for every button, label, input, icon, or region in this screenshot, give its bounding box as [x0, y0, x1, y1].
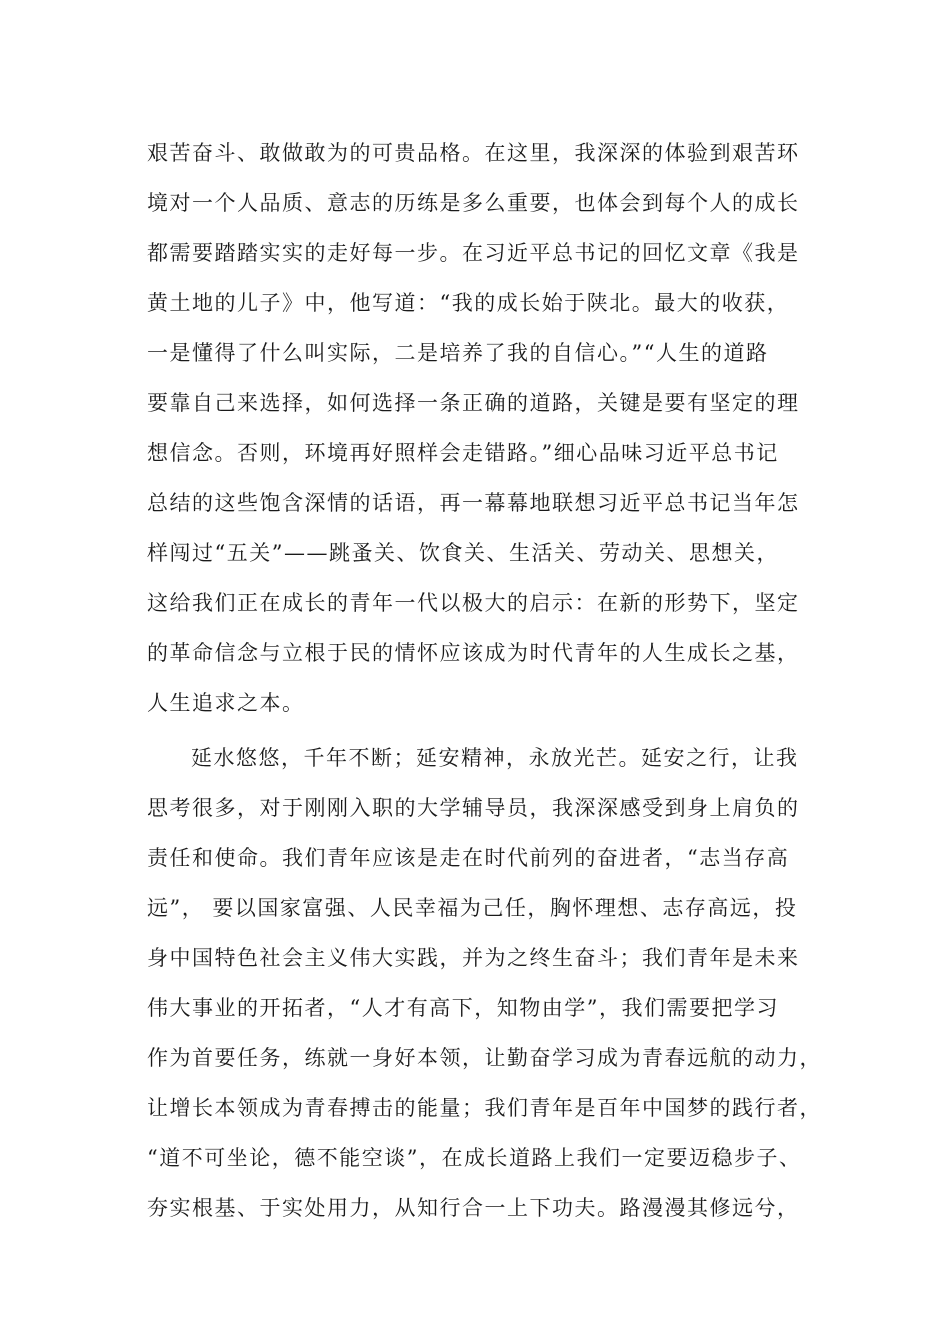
paragraph-1-line-2: 境对一个人品质、意志的历练是多么重要，也体会到每个人的成长 — [147, 191, 800, 215]
document-body — [147, 128, 827, 1233]
paragraph-1-line-12: 人生追求之本。 — [147, 691, 305, 715]
paragraph-1-line-6: 要靠自己来选择，如何选择一条正确的道路，关键是要有坚定的理 — [147, 391, 800, 415]
paragraph-1-line-9: 样闯过“五关”——跳蚤关、饮食关、生活关、劳动关、思想关， — [147, 541, 779, 565]
paragraph-2-line-1: 延水悠悠，千年不断；延安精神，永放光芒。延安之行，让我 — [191, 746, 799, 770]
paragraph-2-line-8: 让增长本领成为青春搏击的能量；我们青年是百年中国梦的践行者， — [147, 1096, 822, 1120]
paragraph-2-line-10: 夯实根基、于实处用力，从知行合一上下功夫。路漫漫其修远兮， — [147, 1196, 800, 1220]
paragraph-2-line-5: 身中国特色社会主义伟大实践，并为之终生奋斗；我们青年是未来 — [147, 946, 800, 970]
paragraph-1-line-3: 都需要踏踏实实的走好每一步。在习近平总书记的回忆文章《我是 — [147, 241, 800, 265]
paragraph-2-line-6: 伟大事业的开拓者，“人才有高下，知物由学”，我们需要把学习 — [147, 996, 779, 1020]
paragraph-2-line-7: 作为首要任务，练就一身好本领，让勤奋学习成为青春远航的动力， — [147, 1046, 822, 1070]
paragraph-1-line-8: 总结的这些饱含深情的话语，再一幕幕地联想习近平总书记当年怎 — [147, 491, 800, 515]
paragraph-1-line-5: 一是懂得了什么叫实际，二是培养了我的自信心。”“人生的道路 — [147, 341, 769, 365]
paragraph-1-line-11: 的革命信念与立根于民的情怀应该成为时代青年的人生成长之基， — [147, 641, 800, 665]
paragraph-1-line-1: 艰苦奋斗、敢做敢为的可贵品格。在这里，我深深的体验到艰苦环 — [147, 141, 800, 165]
paragraph-2-line-2: 思考很多，对于刚刚入职的大学辅导员，我深深感受到身上肩负的 — [147, 796, 800, 820]
paragraph-2-line-4: 远”， 要以国家富强、人民幸福为己任，胸怀理想、志存高远，投 — [147, 896, 798, 920]
paragraph-2-line-9: “道不可坐论，德不能空谈”，在成长道路上我们一定要迈稳步子、 — [147, 1146, 802, 1170]
paragraph-2-line-3: 责任和使命。我们青年应该是走在时代前列的奋进者，“志当存高 — [147, 846, 790, 870]
paragraph-1-line-10: 这给我们正在成长的青年一代以极大的启示：在新的形势下，坚定 — [147, 591, 800, 615]
paragraph-1-line-4: 黄土地的儿子》中，他写道：“我的成长始于陕北。最大的收获， — [147, 291, 790, 315]
paragraph-1-line-7: 想信念。否则，环境再好照样会走错路。”细心品味习近平总书记 — [147, 441, 779, 465]
